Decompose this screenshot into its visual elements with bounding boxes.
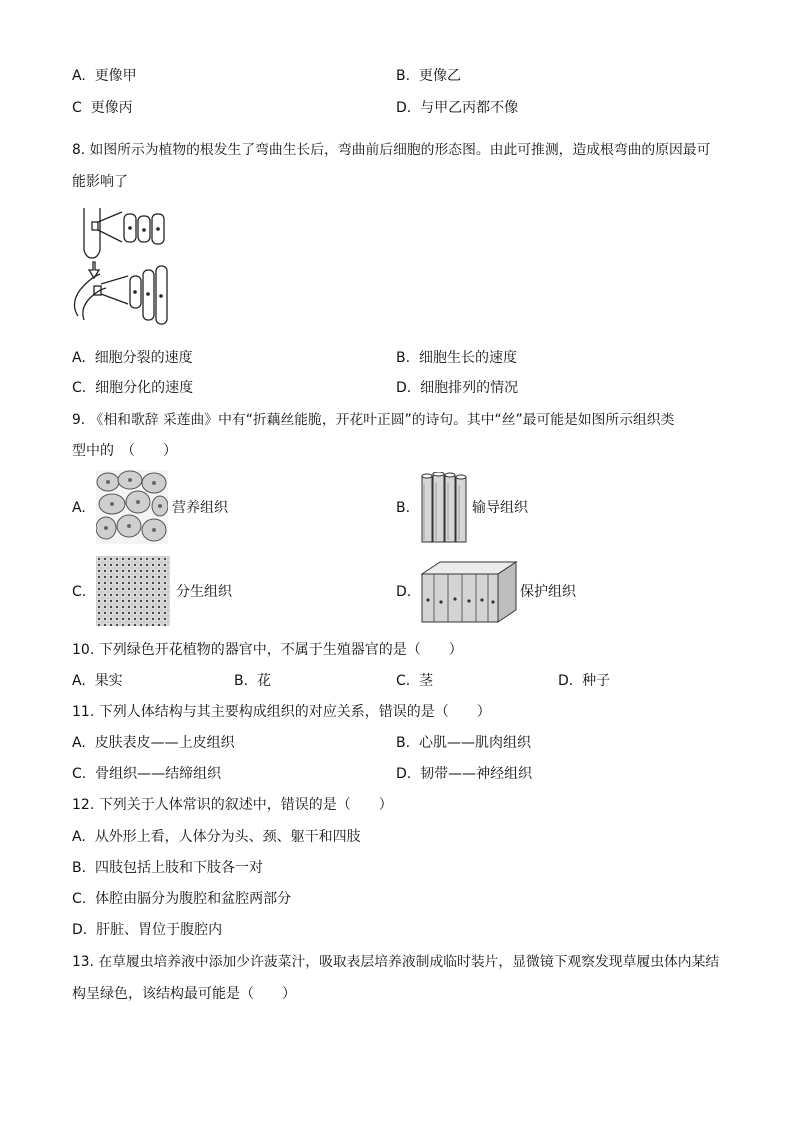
q9-stem-line1: 9. 《相和歌辞 采莲曲》中有“折藕丝能脆，开花叶正圆”的诗句。其中“丝”最可能是如图所示组织类	[72, 412, 675, 428]
conducting-tissue-figure	[420, 472, 468, 544]
q8-option-c: C. 细胞分化的速度	[72, 380, 194, 396]
q7-option-b: B. 更像乙	[396, 68, 461, 84]
q10-option-c: C. 茎	[396, 673, 434, 689]
q12-option-b: B. 四肢包括上肢和下肢各一对	[72, 860, 263, 876]
q11-option-c: C. 骨组织——结缔组织	[72, 766, 222, 782]
protective-tissue-figure	[420, 560, 518, 624]
q11-option-d: D. 韧带——神经组织	[396, 766, 533, 782]
q9-option-d-letter: D.	[396, 584, 412, 600]
q9-option-c-text: 分生组织	[176, 584, 232, 600]
q8-option-d: D. 细胞排列的情况	[396, 380, 519, 396]
q7-option-c: C 更像丙	[72, 100, 133, 116]
q7-option-a: A. 更像甲	[72, 68, 137, 84]
q13-stem-line1: 13. 在草履虫培养液中添加少许菠菜汁，吸取表层培养液制成临时装片，显微镜下观察发现草履虫体内某结	[72, 954, 720, 970]
q10-stem: 10. 下列绿色开花植物的器官中，不属于生殖器官的是（ ）	[72, 642, 463, 658]
q8-stem-line2: 能影响了	[72, 174, 128, 190]
q13-stem-line2: 构呈绿色，该结构最可能是（ ）	[72, 986, 296, 1002]
q12-stem: 12. 下列关于人体常识的叙述中，错误的是（ ）	[72, 797, 393, 813]
q12-option-a: A. 从外形上看，人体分为头、颈、躯干和四肢	[72, 829, 361, 845]
q10-option-a: A. 果实	[72, 673, 123, 689]
q10-option-b: B. 花	[234, 673, 271, 689]
q11-stem: 11. 下列人体结构与其主要构成组织的对应关系，错误的是（ ）	[72, 704, 491, 720]
q8-option-b: B. 细胞生长的速度	[396, 350, 517, 366]
q9-option-a-letter: A.	[72, 500, 86, 516]
q8-option-a: A. 细胞分裂的速度	[72, 350, 193, 366]
q9-option-b-text: 输导组织	[472, 500, 528, 516]
q9-option-d-text: 保护组织	[520, 584, 576, 600]
q11-option-b: B. 心肌——肌肉组织	[396, 735, 531, 751]
q9-option-c-letter: C.	[72, 584, 87, 600]
root-cell-figure	[70, 204, 180, 328]
q9-stem-line2: 型中的 （ ）	[72, 443, 177, 459]
q12-option-c: C. 体腔由膈分为腹腔和盆腔两部分	[72, 891, 292, 907]
q7-option-d: D. 与甲乙丙都不像	[396, 100, 519, 116]
q10-option-d: D. 种子	[558, 673, 611, 689]
nutrient-tissue-figure	[96, 470, 168, 544]
q12-option-d: D. 肝脏、胃位于腹腔内	[72, 922, 223, 938]
q11-option-a: A. 皮肤表皮——上皮组织	[72, 735, 235, 751]
q9-option-a-text: 营养组织	[172, 500, 228, 516]
q9-option-b-letter: B.	[396, 500, 411, 516]
meristematic-tissue-figure	[96, 556, 170, 626]
q8-stem-line1: 8. 如图所示为植物的根发生了弯曲生长后，弯曲前后细胞的形态图。由此可推测，造成根弯曲的原因最可	[72, 142, 711, 158]
